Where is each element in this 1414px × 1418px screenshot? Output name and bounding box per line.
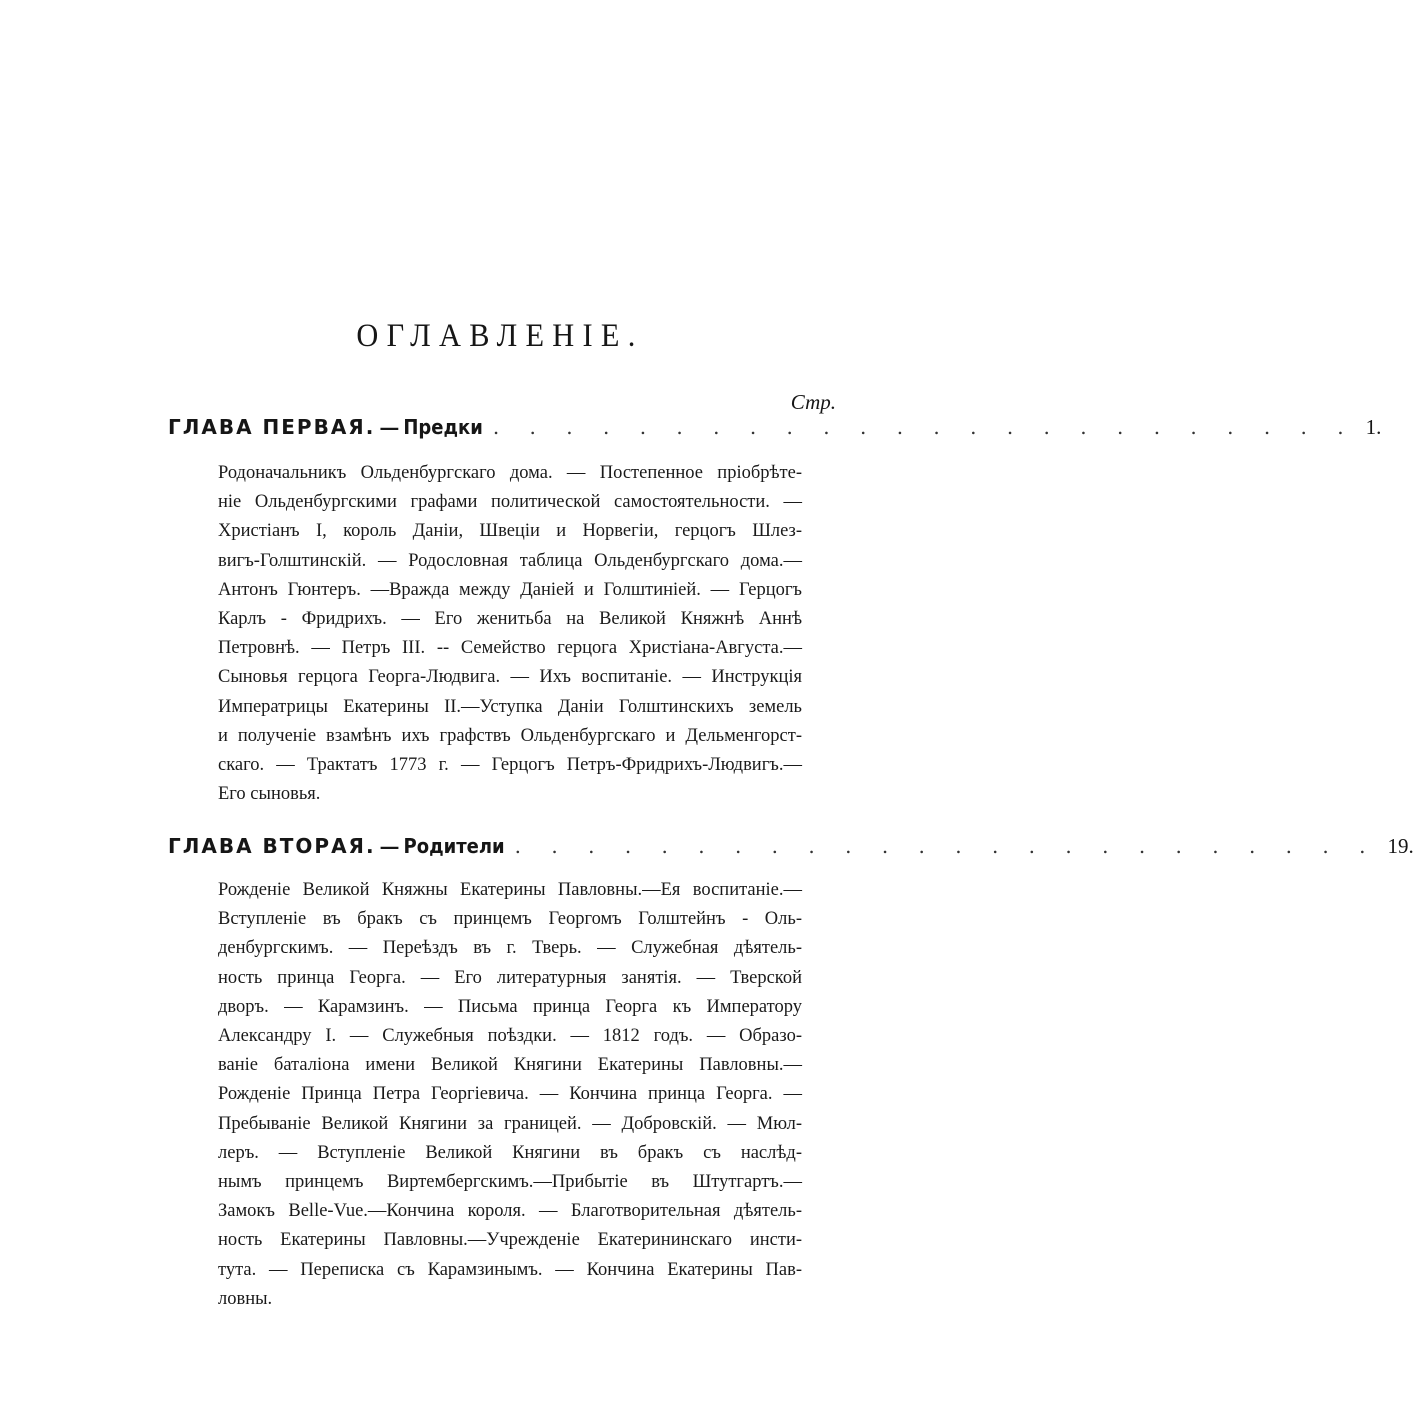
- summary-line: ность Екатерины Павловны.—Учрежденіе Екатерининскаго инсти-: [218, 1230, 802, 1251]
- chapter-number: ГЛАВА ПЕРВАЯ.: [168, 415, 376, 439]
- summary-line: Петровнѣ. — Петръ III. -- Семейство герцога Христіана-Августа.—: [218, 638, 802, 659]
- summary-line: ность принца Георга. — Его литературныя занятія. — Тверской: [218, 967, 802, 988]
- summary-line: скаго. — Трактатъ 1773 г. — Герцогъ Петръ-Фридрихъ-Людвигъ.—: [218, 755, 802, 776]
- page-column-label: Стр.: [790, 390, 836, 414]
- chapter-heading-1: [168, 415, 1382, 440]
- summary-line: Рожденіе Великой Княжны Екатерины Павловны.—Ея воспитаніе.—: [218, 880, 802, 900]
- summary-line: ловны.: [218, 1288, 273, 1309]
- chapter-page-number: 1.: [1365, 415, 1382, 439]
- chapter-name: Предки: [403, 415, 483, 439]
- summary-line: дворъ. — Карамзинъ. — Письма принца Георга къ Императору: [218, 996, 802, 1017]
- chapter-dash: —: [379, 415, 400, 439]
- summary-line: Александру I. — Служебныя поѣздки. — 1812 годъ. — Образо-: [218, 1026, 802, 1047]
- dot-leader: . . . . . . . . . . . . . . . . . . . . . . . .: [514, 834, 1378, 858]
- summary-line: Христіанъ I, король Даніи, Швеціи и Норвегіи, герцогъ Шлез-: [218, 521, 802, 542]
- chapter-summary-2: [218, 876, 802, 1314]
- chapter-heading-2: [168, 834, 1414, 859]
- summary-line: Родоначальникъ Ольденбургскаго дома. — Постепенное пріобрѣте-: [218, 463, 802, 483]
- summary-line: вигъ-Голштинскій. — Родословная таблица Ольденбургскаго дома.—: [218, 550, 802, 571]
- summary-line: леръ. — Вступленіе Великой Княгини въ бракъ съ наслѣд-: [218, 1142, 802, 1163]
- summary-line: Его сыновья.: [218, 784, 321, 805]
- summary-line: и полученіе взамѣнъ ихъ графствъ Ольденбургскаго и Дельменгорст-: [218, 725, 802, 746]
- summary-line: тута. — Переписка съ Карамзинымъ. — Кончина Екатерины Пав-: [218, 1259, 802, 1280]
- summary-line: Антонъ Гюнтеръ. —Вражда между Даніей и Голштиніей. — Герцогъ: [218, 579, 802, 600]
- summary-line: нымъ принцемъ Виртембергскимъ.—Прибытіе въ Штутгартъ.—: [218, 1172, 802, 1193]
- summary-line: Рожденіе Принца Петра Георгіевича. — Кончина принца Георга. —: [218, 1084, 802, 1105]
- chapter-name: Родители: [403, 834, 505, 858]
- chapter-number: ГЛАВА ВТОРАЯ.: [168, 834, 376, 858]
- summary-line: Пребываніе Великой Княгини за границей. — Добровскій. — Мюл-: [218, 1113, 802, 1134]
- summary-line: ніе Ольденбургскими графами политической самостоятельности. —: [218, 492, 802, 513]
- summary-line: Вступленіе въ бракъ съ принцемъ Георгомъ Голштейнъ - Оль-: [218, 909, 802, 930]
- summary-line: Сыновья герцога Георга-Людвига. — Ихъ воспитаніе. — Инструкція: [218, 667, 802, 688]
- dot-leader: . . . . . . . . . . . . . . . . . . . . . . . .: [492, 415, 1356, 439]
- summary-line: Замокъ Belle-Vue.—Кончина короля. — Благотворительная дѣятель-: [218, 1201, 802, 1222]
- chapter-page-number: 19.: [1387, 834, 1414, 858]
- summary-line: Императрицы Екатерины II.—Уступка Даніи Голштинскихъ земель: [218, 696, 802, 717]
- chapter-dash: —: [379, 834, 400, 858]
- chapter-summary-1: [218, 459, 802, 809]
- page-title: ОГЛАВЛЕНІЕ.: [356, 318, 644, 354]
- summary-line: Карлъ - Фридрихъ. — Его женитьба на Великой Княжнѣ Аннѣ: [218, 609, 802, 630]
- summary-line: денбургскимъ. — Переѣздъ въ г. Тверь. — Служебная дѣятель-: [218, 938, 802, 959]
- summary-line: ваніе баталіона имени Великой Княгини Екатерины Павловны.—: [218, 1055, 802, 1076]
